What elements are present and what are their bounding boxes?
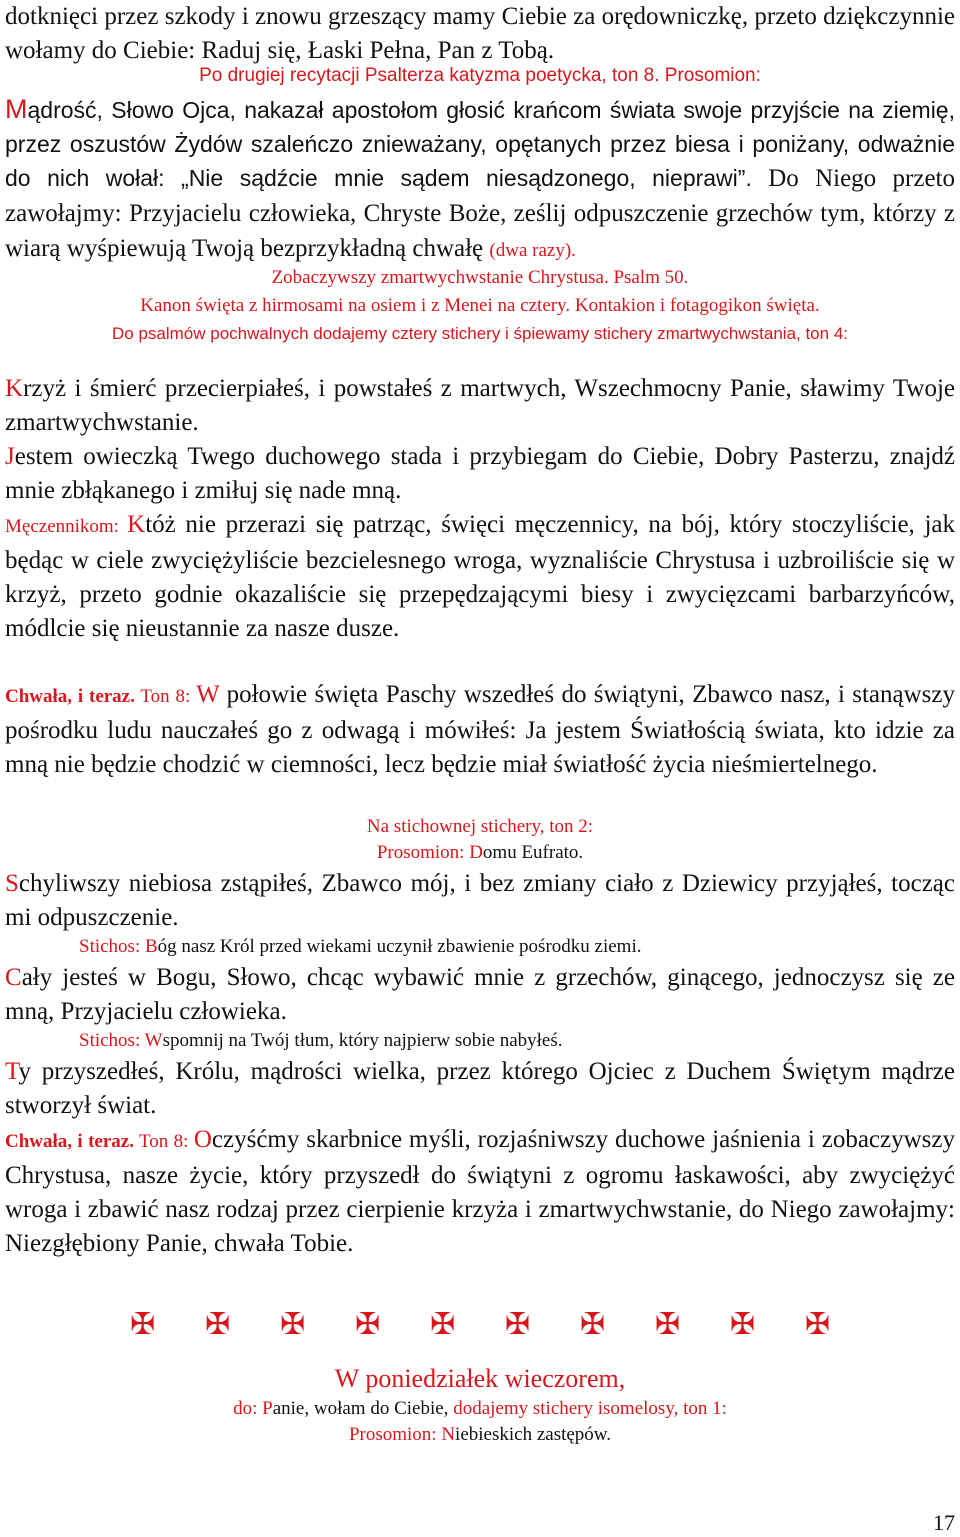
initial-letter: K — [5, 375, 24, 402]
rubric-stichowna: Na stichownej stichery, ton 2: — [366, 816, 594, 837]
tone-label: Ton 8: — [134, 686, 197, 707]
sticher-meczennikom: Męczennikom: Któż nie przerazi się patrząc, święci męczennicy, na bój, który stoczyliście, jak będąc w ciele zwyciężyliście bezcielesnego wroga, wyznaliście Chrystusa i uzbroiliście się w krzyż, przeto godnie okazaliście się przepędzającymi biesy i zwycięzcami barbarzyńców, módlcie się nieustannie za nasze dusze. — [5, 511, 955, 642]
initial-letter: C — [5, 964, 22, 991]
section-heading: W poniedziałek wieczorem, — [334, 1364, 626, 1393]
doxastikon-oczyscmy: Chwała, i teraz. Ton 8: Oczyśćmy skarbnice myśli, rozjaśniwszy duchowe jaśnienia i zobaczywszy Chrystusa, nasze życie, który przyszedł do świątyni z ogromu łaskawości, aby zwyciężyć wroga i zbawić nasz rodzaj przez cierpienie krzyża i zmartwychwstanie, do Niego zawołajmy: Niezgłębiony Panie, chwała Tobie. — [5, 1126, 955, 1257]
cross-icon: ✠ — [504, 1307, 531, 1342]
rubric-psalmy-pochwalne: Do psalmów pochwalnych dodajemy cztery stichery i śpiewamy stichery zmartwychwstania, ton 4: — [112, 324, 848, 343]
hymn-madrosc: Mądrość, Słowo Ojca, nakazał apostołom głosić krańcom świata swoje przyjście na ziemię, przez oszustów Żydów szaleńczo znieważany, opętanych przez biesa i poniżany, odważnie do nich wołał: „Nie sądźcie mnie sądem niesądzonego, nieprawi”. Do Niego przeto zawołajmy: Przyjacielu człowieka, Chryste Boże, ześlij odpuszczenie grzechów tym, którzy z wiarą wyśpiewują Twoją bezprzykładną chwałę (dwa razy). — [5, 94, 955, 262]
cross-icon: ✠ — [279, 1307, 306, 1342]
initial-letter: N — [441, 1424, 456, 1445]
initial-letter: O — [193, 1126, 212, 1153]
cross-icon: ✠ — [429, 1307, 456, 1342]
initial-letter: W — [196, 681, 220, 708]
sticher-ty-przyszedles: Ty przyszedłeś, Królu, mądrości wielka, przez którego Ojciec z Duchem Świętym mądrze stworzył świat. — [5, 1058, 955, 1119]
cross-icon: ✠ — [354, 1307, 381, 1342]
section-label: Męczennikom: — [5, 516, 128, 537]
initial-letter: W — [144, 1030, 163, 1051]
doxastikon-paschy: Chwała, i teraz. Ton 8: W połowie święta Paschy wszedłeś do świątyni, Zbawco nasz, i stanąwszy pośrodku ludu nauczałeś go z odwagą i mówiłeś: Ja jestem Światłością świata, kto idzie za mną nie będzie chodzić w ciemności, lecz będzie miał światłość życia nieśmiertelnego. — [5, 681, 955, 778]
prosomion-niebieskich: Prosomion: Niebieskich zastępów. — [348, 1424, 612, 1445]
sticher-schyliwszy: Schyliwszy niebiosa zstąpiłeś, Zbawco mój, i bez zmiany ciało z Dziewicy przyjąłeś, tocząc mi odpuszczenie. — [5, 870, 955, 931]
cross-divider — [130, 1308, 830, 1342]
initial-letter: M — [5, 94, 28, 124]
initial-letter: T — [5, 1058, 19, 1085]
cross-icon: ✠ — [204, 1307, 231, 1342]
cross-icon: ✠ — [579, 1307, 606, 1342]
initial-letter: B — [144, 936, 158, 957]
repeat-note: (dwa razy). — [489, 240, 576, 261]
initial-letter: D — [469, 842, 483, 863]
stichos-wspomnij: Stichos: Wspomnij na Twój tłum, który najpierw sobie nabyłeś. — [79, 1030, 563, 1051]
rubric-katyzma: Po drugiej recytacji Psalterza katyzma poetycka, ton 8. Prosomion: — [199, 65, 761, 86]
initial-letter: K — [127, 511, 146, 538]
sticher-caly-jestes: Cały jesteś w Bogu, Słowo, chcąc wybawić mnie z grzechów, ginącego, jednoczysz się ze mną, Przyjacielu człowieka. — [5, 964, 955, 1025]
cross-icon: ✠ — [130, 1307, 156, 1342]
page-number: 17 — [933, 1510, 955, 1535]
section-label: Chwała, i teraz. — [5, 686, 135, 707]
tone-label: Ton 8: — [133, 1131, 194, 1152]
cross-icon: ✠ — [654, 1307, 681, 1342]
sticher-krzyz: Krzyż i śmierć przecierpiałeś, i powstałeś z martwych, Wszechmocny Panie, sławimy Twoje zmartwychwstanie. — [5, 375, 955, 436]
paragraph-continuation: dotknięci przez szkody i znowu grzeszący mamy Ciebie za orędowniczkę, przeto dziękczynnie wołamy do Ciebie: Raduj się, Łaski Pełna, Pan z Tobą. — [5, 3, 955, 64]
initial-letter: S — [5, 870, 19, 897]
stichos-bog-nasz: Stichos: Bóg nasz Król przed wiekami uczynił zbawienie pośrodku ziemi. — [79, 936, 642, 957]
rubric-do-panie: do: Panie, wołam do Ciebie, dodajemy stichery isomelosy, ton 1: — [233, 1398, 727, 1419]
rubric-kanon: Kanon święta z hirmosami na osiem i z Menei na cztery. Kontakion i fotagogikon święta. — [140, 295, 820, 316]
cross-icon: ✠ — [729, 1307, 756, 1342]
sticher-owieczka: Jestem owieczką Twego duchowego stada i przybiegam do Ciebie, Dobry Pasterzu, znajdź mnie zbłąkanego i zmiłuj się nade mną. — [5, 443, 955, 504]
rubric-psalm50: Zobaczywszy zmartwychwstanie Chrystusa. Psalm 50. — [271, 267, 689, 288]
prosomion-domu-eufrato: Prosomion: Domu Eufrato. — [376, 842, 584, 863]
section-label: Chwała, i teraz. — [5, 1131, 134, 1152]
initial-letter: P — [262, 1398, 273, 1419]
initial-letter: J — [5, 443, 15, 470]
cross-icon: ✠ — [804, 1307, 830, 1342]
